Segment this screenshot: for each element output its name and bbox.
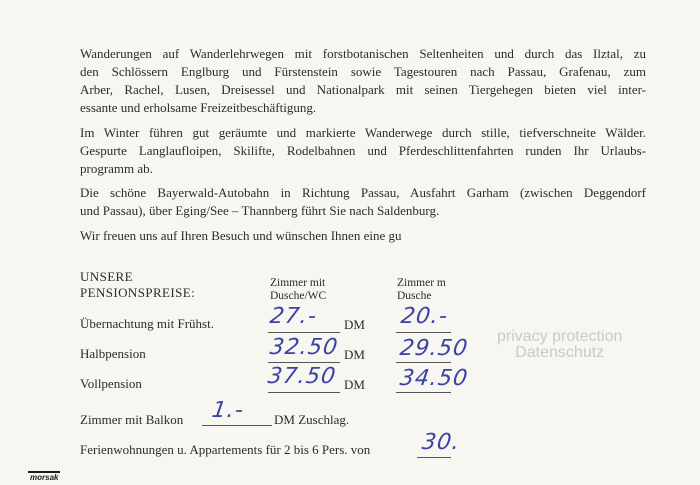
apartments-label: Ferienwohnungen u. Appartements für 2 bis 6 Pers. von (80, 442, 371, 457)
fill-in-line (396, 362, 451, 363)
watermark-line: Datenschutz (515, 344, 605, 361)
handwritten-price: 30. (420, 430, 462, 455)
column-header-line: Zimmer m (397, 277, 446, 289)
text-line: programm ab. (80, 161, 153, 176)
watermark-line: privacy protection (497, 328, 623, 345)
currency-label: DM (344, 317, 365, 332)
publisher-logo: morsak (30, 473, 59, 482)
paragraph-hiking (80, 45, 646, 117)
text-line: Arber, Rachel, Lusen, Dreisessel und Nationalpark mit seinen Tiergehegen bieten viel inter- (80, 82, 646, 97)
text-line: Wanderungen auf Wanderlehrwegen mit forstbotanischen Seltenheiten und durch das Ilztal, zu (80, 46, 646, 61)
balcony-surcharge: DM Zuschlag. (274, 412, 350, 427)
fill-in-line (396, 392, 451, 393)
handwritten-price: 37.50 (266, 364, 338, 389)
price-row-label: Halbpension (80, 346, 146, 361)
handwritten-price: 29.50 (398, 336, 470, 361)
handwritten-price: 34.50 (398, 366, 470, 391)
paragraph-greeting (80, 227, 460, 245)
fill-in-line (202, 425, 272, 426)
column-header-shower-wc (270, 277, 326, 303)
privacy-watermark (497, 329, 622, 361)
price-row-label: Übernachtung mit Frühst. (80, 316, 214, 331)
column-header-line: Dusche/WC (270, 290, 327, 302)
text-line: und Passau), über Eging/See – Thannberg führt Sie nach Saldenburg. (80, 203, 440, 218)
fill-in-line (417, 457, 451, 458)
paragraph-directions (80, 184, 646, 220)
handwritten-price: 27.- (268, 304, 319, 329)
price-heading-line2: PENSIONSPREISE: (80, 285, 196, 300)
fill-in-line (268, 362, 340, 363)
column-header-line: Zimmer mit (270, 277, 326, 289)
currency-label: DM (344, 347, 365, 362)
column-header-line: Dusche (397, 290, 432, 302)
text-line: Im Winter führen gut geräumte und markierte Wanderwege durch stille, tiefverschneite Wälder. (80, 125, 646, 140)
price-row-label: Vollpension (80, 376, 142, 391)
handwritten-price: 1.- (210, 398, 246, 423)
price-heading-line1: UNSERE (80, 269, 133, 284)
text-line: den Schlössern Englburg und Fürstenstein sowie Tagestouren nach Passau, Grafenau, zum (80, 64, 646, 79)
price-heading (80, 269, 195, 301)
handwritten-price: 32.50 (268, 335, 340, 360)
column-header-shower (397, 277, 451, 303)
fill-in-line (268, 392, 340, 393)
currency-label: DM (344, 377, 365, 392)
text-line: Wir freuen uns auf Ihren Besuch und wünschen Ihnen eine gu (80, 228, 402, 243)
fill-in-line (396, 332, 451, 333)
handwritten-price: 20.- (399, 304, 450, 329)
paragraph-winter (80, 124, 646, 178)
text-line: essante und erholsame Freizeitbeschäftigung. (80, 100, 317, 115)
balcony-label: Zimmer mit Balkon (80, 412, 184, 427)
text-line: Die schöne Bayerwald-Autobahn in Richtung Passau, Ausfahrt Garham (zwischen Deggendorf (80, 185, 646, 200)
fill-in-line (268, 332, 340, 333)
text-line: Gespurte Langlaufloipen, Skilifte, Rodelbahnen und Pferdeschlittenfahrten runden Ihr Urlaubs- (80, 143, 646, 158)
